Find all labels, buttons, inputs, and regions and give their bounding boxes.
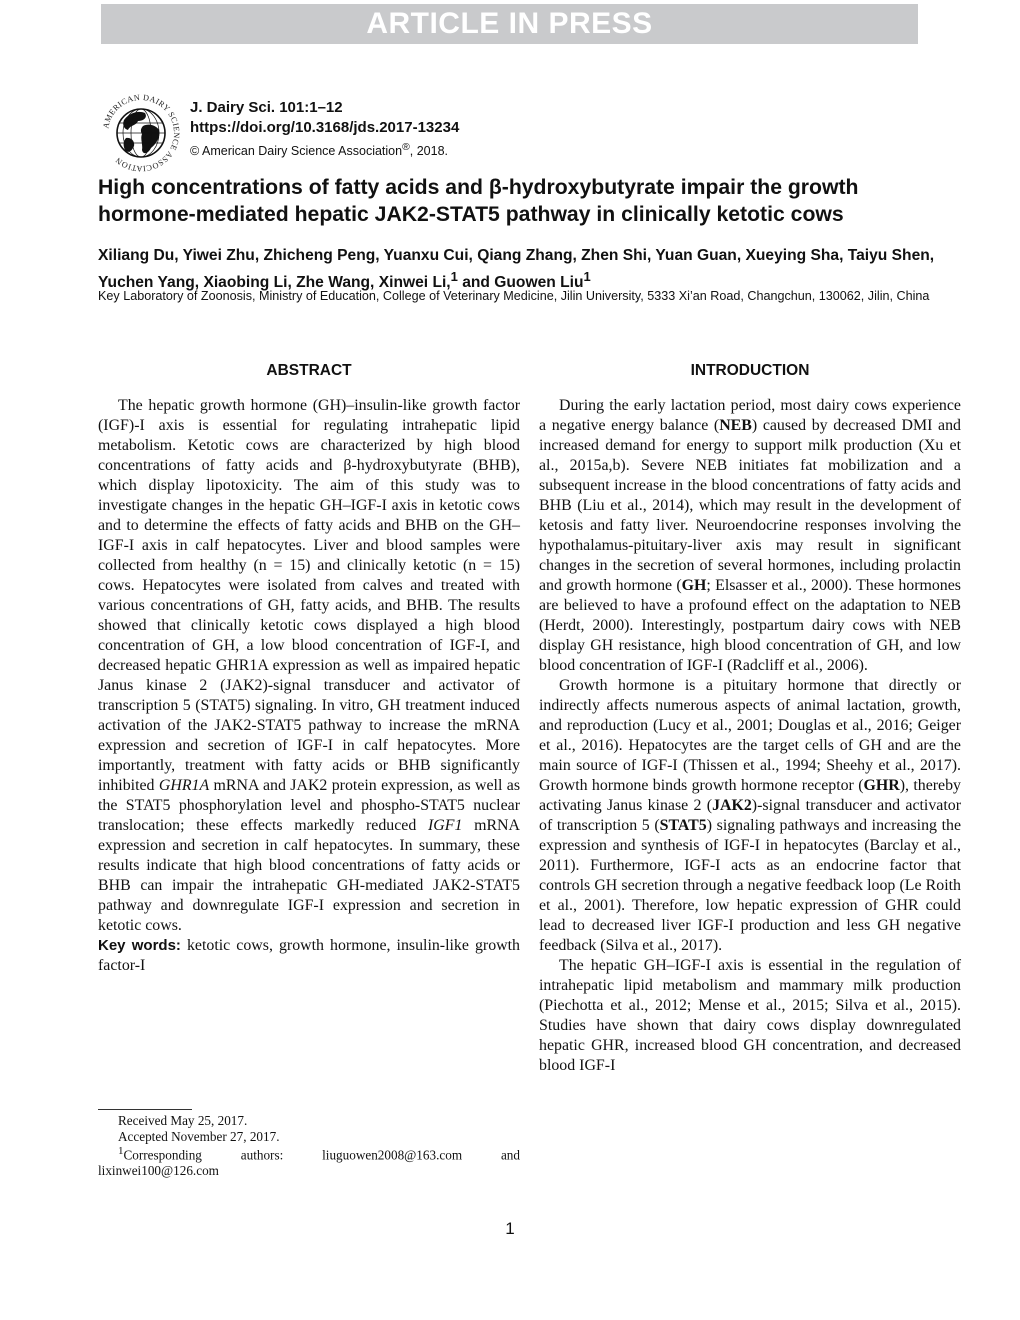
footnotes	[98, 1113, 520, 1178]
intro-paragraph-2: Growth hormone is a pituitary hormone that directly or indirectly affects numerous aspects of animal lactation, growth, and reproduction (Lucy et al., 2001; Douglas et al., 2016; Geiger et al., 2016). Hepatocytes are the target cells of GH and are the main source of IGF-I (Thissen et al., 1994; Sheehy et al., 2017). Growth hormone binds growth hormone receptor (GHR), thereby activating Janus kinase 2 (JAK2)-signal transducer and activator of transcription 5 (STAT5) signaling pathways and increasing the expression and synthesis of IGF-I in hepatocytes (Barclay et al., 2011). Furthermore, IGF-I acts as an endocrine factor that controls GH secretion through a negative feedback loop (Le Roith et al., 2001). Therefore, low hepatic expression of GHR could lead to decreased liver IGF-I production and less GH negative feedback (Silva et al., 2017).	[539, 677, 962, 954]
corresponding-email[interactable]: lixinwei100@126.com	[98, 1162, 219, 1178]
page-number: 1	[505, 1219, 515, 1238]
introduction-heading: INTRODUCTION	[690, 362, 810, 379]
journal-info	[190, 98, 459, 158]
abstract-heading: ABSTRACT	[266, 362, 352, 379]
doi-link[interactable]: https://doi.org/10.3168/jds.2017-13234	[190, 119, 460, 136]
footnote-divider	[98, 1109, 192, 1110]
intro-paragraph-1: During the early lactation period, most dairy cows experience a negative energy balance (NEB) caused by decreased DMI and increased demand for energy to support milk production (Xu et al., 2015a,b). Severe NEB initiates fat mobilization and a subsequent increase in the blood concentrations of fatty acids and BHB (Liu et al., 2014), which may result in the development of ketosis and fatty liver. Neuroendocrine responses involving the hypothalamus-pituitary-liver axis may result in significant changes in the secretion of several hormones, including prolactin and growth hormone (GH; Elsasser et al., 2000). These hormones are believed to have a profound effect on the adaptation to NEB (Herdt, 2000). Interestingly, postpartum dairy cows with NEB display GH resistance, high blood concentration of GH, and low blood concentration of IGF-I (Radcliff et al., 2006).	[539, 397, 961, 674]
affiliation: Key Laboratory of Zoonosis, Ministry of Education, College of Veterinary Medicine, Jilin University, 5333 Xi’an Road, Changchun, 130062, Jilin, China	[98, 289, 930, 303]
article-in-press-banner: ARTICLE IN PRESS	[101, 4, 918, 44]
copyright-line: © American Dairy Science Association®, 2018.	[190, 142, 448, 159]
abstract-paragraph: The hepatic growth hormone (GH)–insulin-like growth factor (IGF)-I axis is essential for regulating intrahepatic lipid metabolism. Ketotic cows are characterized by high blood concentrations of fatty acids and β-hydroxybutyrate (BHB), which display lipotoxicity. The aim of this study was to investigate changes in the hepatic GH–IGF-I axis in ketotic cows and to determine the effects of fatty acids and BHB on the GH–IGF-I axis in calf hepatocytes. Liver and blood samples were collected from healthy (n = 15) and clinically ketotic (n = 15) cows. Hepatocytes were isolated from calves and treated with various concentrations of GH, fatty acids, and BHB. The results showed that clinically ketotic cows displayed a high blood concentration of GH, a low blood concentration of IGF-I, and decreased hepatic GHR1A expression as well as impaired hepatic Janus kinase 2 (JAK2)-signal transducer and activator of transcription 5 (STAT5) signaling. In vitro, GH treatment induced activation of the JAK2-STAT5 pathway to increase the mRNA expression and secretion of IGF-I in calf hepatocytes. More importantly, treatment with fatty acids or BHB significantly inhibited GHR1A mRNA and JAK2 protein expression, as well as the STAT5 phosphorylation level and phospho-STAT5 nuclear translocation; these effects markedly reduced IGF1 mRNA expression and secretion in calf hepatocytes. In summary, these results indicate that high blood concentrations of fatty acids or BHB can impair the intrahepatic GH-mediated JAK2-STAT5 pathway and downregulate IGF-I expression and secretion in ketotic cows.	[98, 397, 520, 934]
abstract-column	[98, 396, 520, 976]
introduction-column	[539, 396, 961, 1076]
svg-text:AMERICAN DAIRY SCIENCE ASSOCIA: AMERICAN DAIRY SCIENCE ASSOCIATION	[101, 92, 182, 174]
accepted-date: Accepted November 27, 2017.	[118, 1128, 280, 1144]
received-date: Received May 25, 2017.	[118, 1113, 248, 1128]
keywords: Key words: ketotic cows, growth hormone, insulin-like growth factor-I	[98, 937, 520, 974]
intro-paragraph-3: The hepatic GH–IGF-I axis is essential in the regulation of intrahepatic lipid metabolism and mammary milk production (Piechotta et al., 2012; Mense et al., 2015; Silva et al., 2015). Studies have shown that dairy cows display downregulated hepatic GHR, increased blood GH concentration, and decreased blood IGF-I	[539, 957, 961, 1074]
journal-citation: J. Dairy Sci. 101:1–12	[190, 99, 343, 116]
adsa-globe-logo-icon	[96, 88, 186, 178]
keywords-label: Key words:	[98, 937, 181, 954]
author-list: Xiliang Du, Yiwei Zhu, Zhicheng Peng, Yuanxu Cui, Qiang Zhang, Zhen Shi, Yuan Guan, Xueying Sha, Taiyu Shen, Yuchen Yang, Xiaobing Li, Zhe Wang, Xinwei Li,$^1$ and Guowen Liu$^1$	[98, 247, 935, 292]
corresponding-authors: $^1$Corresponding authors: liuguowen2008@163.com and	[118, 1145, 520, 1163]
article-title: High concentrations of fatty acids and β-hydroxybutyrate impair the growth hormone-mediated hepatic JAK2-STAT5 pathway in clinically ketotic cows	[98, 176, 859, 226]
